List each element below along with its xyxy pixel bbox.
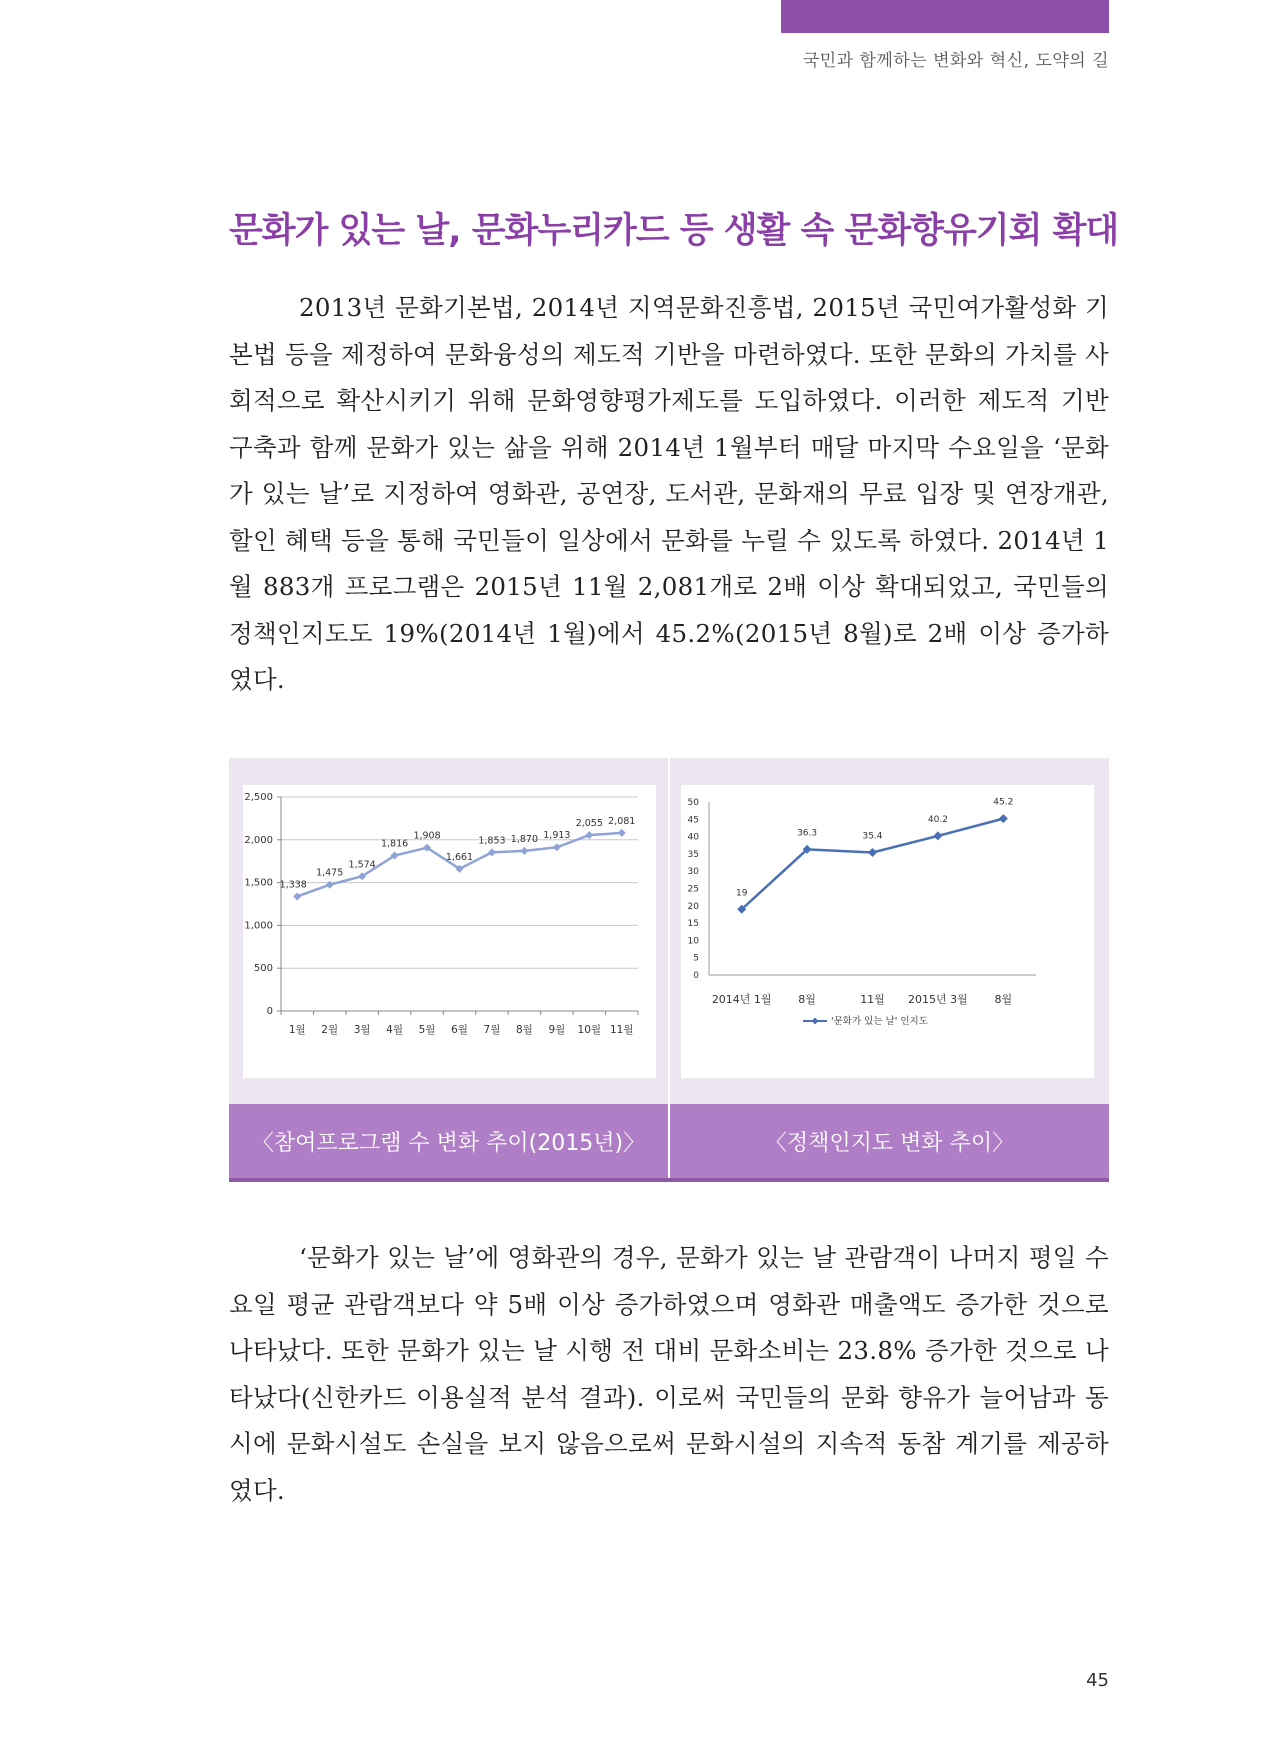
page-number: 45: [1086, 1670, 1109, 1691]
programs-line-chart: [243, 785, 656, 1078]
body-paragraph-2: ‘문화가 있는 날’에 영화관의 경우, 문화가 있는 날 관람객이 나머지 평일 수요일 평균 관람객보다 약 5배 이상 증가하였으며 영화관 매출액도 증가한 것으로 나타났다. 또한 문화가 있는 날 시행 전 대비 문화소비는 23.8% 증가한 것으로 나타났다(신한카드 이용실적 분석 결과). 이로써 국민들의 문화 향유가 늘어남과 동시에 문화시설도 손실을 보지 않음으로써 문화시설의 지속적 동참 계기를 제공하였다.: [229, 1243, 1109, 1505]
chart-panel-awareness: [681, 785, 1094, 1078]
x-tick-label: 11월: [610, 1024, 634, 1036]
data-point: [933, 831, 942, 840]
x-tick-label: 11월: [860, 993, 885, 1006]
x-tick-label: 2015년 3월: [908, 993, 968, 1006]
data-label: 1,338: [279, 879, 307, 891]
x-tick-label: 8월: [515, 1024, 533, 1036]
data-label: 35.4: [862, 831, 883, 842]
body-paragraph-1: 2013년 문화기본법, 2014년 지역문화진흥법, 2015년 국민여가활성화 기본법 등을 제정하여 문화융성의 제도적 기반을 마련하였다. 또한 문화의 가치를 사회적으로 확산시키기 위해 문화영향평가제도를 도입하였다. 이러한 제도적 기반 구축과 함께 문화가 있는 삶을 위해 2014년 1월부터 매달 마지막 수요일을 ‘문화가 있는 날’로 지정하여 영화관, 공연장, 도서관, 문화재의 무료 입장 및 연장개관, 할인 혜택 등을 통해 국민들이 일상에서 문화를 누릴 수 있도록 하였다. 2014년 1월 883개 프로그램은 2015년 11월 2,081개로 2배 이상 확대되었고, 국민들의 정책인지도도 19%(2014년 1월)에서 45.2%(2015년 8월)로 2배 이상 증가하였다.: [229, 293, 1109, 694]
y-tick-label: 35: [687, 849, 699, 860]
data-point: [618, 829, 626, 837]
figure-caption-awareness: 〈정책인지도 변화 추이〉: [670, 1104, 1109, 1178]
data-label: 1,853: [478, 835, 506, 847]
y-tick-label: 5: [693, 953, 699, 964]
y-tick-label: 45: [687, 815, 699, 826]
data-label: 2,055: [575, 818, 603, 830]
y-tick-label: 40: [687, 832, 699, 843]
data-label: 45.2: [993, 797, 1014, 808]
data-point: [868, 848, 877, 857]
data-label: 1,661: [445, 851, 474, 863]
x-tick-label: 1월: [288, 1024, 306, 1036]
data-label: 2,081: [608, 815, 636, 827]
awareness-line-chart: [681, 785, 1094, 1078]
data-point: [520, 847, 528, 855]
legend-marker: [812, 1018, 819, 1025]
x-tick-label: 7월: [483, 1024, 501, 1036]
y-tick-label: 1,500: [244, 877, 273, 889]
x-tick-label: 8월: [798, 993, 816, 1006]
y-tick-label: 500: [253, 963, 273, 975]
x-tick-label: 6월: [451, 1024, 468, 1036]
data-point: [553, 843, 561, 851]
data-point: [293, 892, 301, 900]
x-tick-label: 2014년 1월: [711, 993, 772, 1006]
figure-bottom-rule: [229, 1178, 1109, 1182]
data-label: 1,908: [413, 830, 441, 842]
y-tick-label: 15: [687, 919, 699, 930]
x-tick-label: 4월: [386, 1024, 404, 1036]
data-point: [585, 831, 593, 839]
y-tick-label: 2,000: [244, 834, 273, 846]
data-label: 1,574: [348, 859, 376, 871]
data-label: 1,870: [510, 833, 539, 845]
data-point: [326, 881, 334, 889]
series-line-programs: [297, 830, 622, 897]
x-tick-label: 10월: [577, 1024, 602, 1036]
y-tick-label: 2,500: [244, 792, 273, 803]
header-accent-bar: [781, 0, 1109, 33]
data-label: 40.2: [927, 814, 948, 825]
y-tick-label: 30: [687, 867, 699, 878]
y-tick-label: 0: [693, 971, 699, 981]
y-tick-label: 10: [687, 936, 699, 947]
data-point: [999, 814, 1008, 823]
data-label: 1,816: [380, 838, 409, 850]
y-tick-label: 1,000: [244, 920, 273, 932]
x-tick-label: 2월: [321, 1024, 339, 1036]
x-tick-label: 3월: [353, 1024, 371, 1036]
x-tick-label: 9월: [548, 1024, 566, 1036]
y-tick-label: 25: [687, 884, 699, 895]
x-tick-label: 5월: [418, 1024, 436, 1036]
legend-label: '문화가 있는 날' 인지도: [831, 1016, 928, 1027]
running-head: 국민과 함께하는 변화와 혁신, 도약의 길: [802, 51, 1109, 71]
data-label: 1,913: [543, 830, 571, 842]
y-tick-label: 0: [266, 1006, 273, 1017]
figure-caption-programs: 〈참여프로그램 수 변화 추이(2015년)〉: [229, 1104, 668, 1178]
figure-box: [229, 758, 1109, 1182]
y-tick-label: 20: [687, 901, 699, 912]
x-tick-label: 8월: [994, 993, 1013, 1006]
y-tick-label: 50: [687, 798, 699, 808]
chart-panel-programs: [243, 785, 656, 1078]
data-label: 36.3: [797, 828, 818, 839]
data-label: 19: [735, 888, 748, 899]
data-label: 1,475: [316, 867, 344, 879]
section-title: 문화가 있는 날, 문화누리카드 등 생활 속 문화향유기회 확대: [229, 211, 1119, 251]
